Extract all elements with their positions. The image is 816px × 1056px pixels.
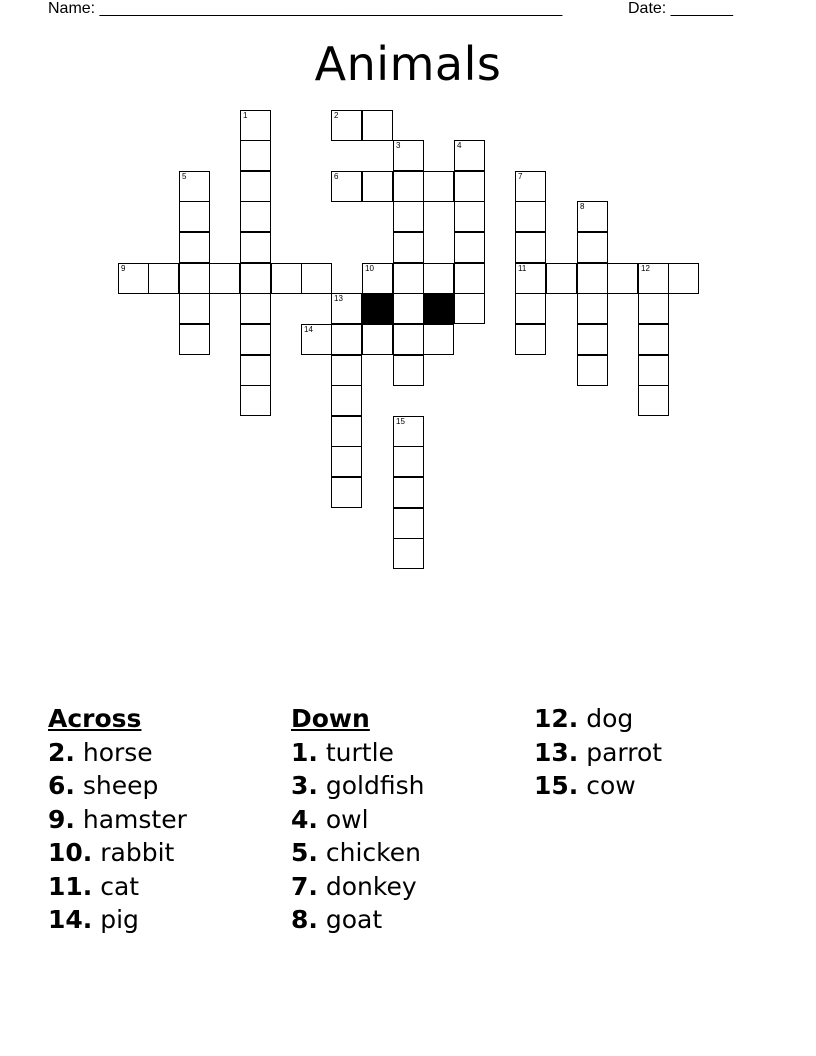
grid-cell[interactable] — [454, 263, 485, 294]
grid-cell[interactable] — [362, 110, 393, 141]
clue-item-text: hamster — [74, 804, 187, 834]
grid-cell[interactable] — [362, 171, 393, 202]
grid-cell[interactable] — [118, 263, 149, 294]
clue-item-number: 15. — [534, 771, 579, 800]
grid-cell[interactable] — [331, 385, 362, 416]
clue-item-number: 3. — [291, 771, 318, 800]
grid-cell[interactable] — [393, 416, 424, 447]
grid-cell[interactable] — [393, 477, 424, 508]
grid-cell[interactable] — [331, 324, 362, 355]
clue-item-text: parrot — [578, 737, 663, 767]
grid-cell[interactable] — [638, 263, 669, 294]
grid-cell[interactable] — [393, 171, 424, 202]
grid-cell[interactable] — [362, 263, 393, 294]
clue-number: 8 — [580, 202, 585, 211]
clue-number: 4 — [457, 141, 462, 150]
grid-cell[interactable] — [423, 171, 454, 202]
clue-item — [534, 736, 662, 770]
clue-item-number: 2. — [48, 737, 75, 767]
clue-number: 10 — [365, 264, 374, 273]
grid-cell[interactable] — [331, 355, 362, 386]
grid-cell[interactable] — [454, 293, 485, 324]
clue-item — [48, 803, 187, 837]
clue-number: 14 — [304, 325, 313, 334]
clue-number: 3 — [396, 141, 401, 150]
clue-number: 11 — [518, 264, 527, 273]
clue-item — [291, 736, 424, 770]
clue-item-text: donkey — [317, 871, 417, 901]
grid-cell[interactable] — [179, 232, 210, 263]
grid-cell[interactable] — [393, 538, 424, 569]
grid-cell[interactable] — [240, 355, 271, 386]
clue-item-number: 13. — [534, 737, 579, 767]
clue-item-number: 6. — [48, 771, 75, 800]
grid-cell[interactable] — [423, 263, 454, 294]
grid-cell[interactable] — [454, 232, 485, 263]
clue-item-number: 14. — [48, 905, 93, 934]
clue-item — [534, 769, 662, 803]
grid-cell[interactable] — [638, 385, 669, 416]
clue-item-number: 1. — [291, 737, 318, 767]
clue-number: 1 — [243, 111, 248, 120]
clue-item-text: chicken — [317, 838, 421, 867]
grid-cell[interactable] — [209, 263, 240, 294]
grid-cell[interactable] — [546, 263, 577, 294]
clue-number: 13 — [334, 294, 343, 303]
grid-cell[interactable] — [301, 263, 332, 294]
grid-cell[interactable] — [240, 140, 271, 171]
down-heading: Down — [291, 704, 370, 733]
grid-cell[interactable] — [240, 324, 271, 355]
blocked-cell — [362, 293, 393, 324]
grid-cell[interactable] — [423, 324, 454, 355]
clue-item-text: owl — [317, 804, 369, 834]
grid-cell[interactable] — [179, 171, 210, 202]
date-line: Date: _______ — [628, 0, 733, 17]
grid-cell[interactable] — [454, 140, 485, 171]
clue-item-text: goat — [317, 905, 383, 934]
grid-cell[interactable] — [577, 232, 608, 263]
clue-item-text: horse — [74, 737, 153, 767]
down-clues-continued — [534, 702, 662, 803]
clue-item — [291, 803, 424, 837]
grid-cell[interactable] — [331, 416, 362, 447]
grid-cell[interactable] — [393, 446, 424, 477]
grid-cell[interactable] — [577, 201, 608, 232]
grid-cell[interactable] — [577, 263, 608, 294]
grid-cell[interactable] — [454, 171, 485, 202]
page-title: Animals — [314, 37, 502, 91]
clue-item-text: goldfish — [317, 771, 425, 800]
clue-item-text: sheep — [74, 771, 159, 800]
grid-cell[interactable] — [240, 385, 271, 416]
clue-item-number: 10. — [48, 838, 93, 867]
grid-cell[interactable] — [271, 263, 302, 294]
clue-item — [48, 769, 187, 803]
grid-cell[interactable] — [668, 263, 699, 294]
grid-cell[interactable] — [454, 201, 485, 232]
grid-cell[interactable] — [240, 232, 271, 263]
clue-item-text: rabbit — [92, 838, 175, 867]
clue-item — [291, 769, 424, 803]
clue-item — [291, 903, 424, 937]
clue-item-text: pig — [92, 905, 139, 934]
grid-cell[interactable] — [638, 324, 669, 355]
grid-cell[interactable] — [240, 110, 271, 141]
grid-cell[interactable] — [179, 293, 210, 324]
clue-number: 6 — [334, 172, 339, 181]
down-clues — [291, 702, 424, 937]
grid-cell[interactable] — [331, 171, 362, 202]
clue-item-number: 12. — [534, 704, 579, 733]
grid-cell[interactable] — [179, 263, 210, 294]
across-heading: Across — [48, 704, 142, 733]
grid-cell[interactable] — [331, 477, 362, 508]
grid-cell[interactable] — [638, 293, 669, 324]
grid-cell[interactable] — [301, 324, 332, 355]
clue-item — [48, 836, 187, 870]
clue-item — [48, 736, 187, 770]
grid-cell[interactable] — [240, 171, 271, 202]
grid-cell[interactable] — [179, 201, 210, 232]
grid-cell[interactable] — [393, 293, 424, 324]
grid-cell[interactable] — [515, 201, 546, 232]
grid-cell[interactable] — [240, 201, 271, 232]
grid-cell[interactable] — [515, 293, 546, 324]
clue-number: 9 — [121, 264, 126, 273]
clue-item-text: cow — [578, 771, 636, 800]
grid-cell[interactable] — [393, 201, 424, 232]
grid-cell[interactable] — [577, 324, 608, 355]
across-clues — [48, 702, 187, 937]
clue-number: 5 — [182, 172, 187, 181]
clue-number: 12 — [641, 264, 650, 273]
grid-cell[interactable] — [577, 355, 608, 386]
clue-item-text: turtle — [317, 737, 394, 767]
clue-item-number: 9. — [48, 804, 75, 834]
grid-cell[interactable] — [393, 263, 424, 294]
clue-item-number: 8. — [291, 905, 318, 934]
blocked-cell — [423, 293, 454, 324]
clue-item — [291, 870, 424, 904]
clue-item-number: 11. — [48, 871, 93, 901]
grid-cell[interactable] — [393, 232, 424, 263]
grid-cell[interactable] — [515, 263, 546, 294]
clue-item-number: 7. — [291, 871, 318, 901]
grid-cell[interactable] — [179, 324, 210, 355]
clue-number: 7 — [518, 172, 523, 181]
clue-item — [534, 702, 662, 736]
clue-item-text: dog — [578, 704, 634, 733]
grid-cell[interactable] — [607, 263, 638, 294]
clue-item — [48, 903, 187, 937]
grid-cell[interactable] — [393, 140, 424, 171]
grid-cell[interactable] — [362, 324, 393, 355]
grid-cell[interactable] — [331, 293, 362, 324]
clue-item — [291, 836, 424, 870]
grid-cell[interactable] — [577, 293, 608, 324]
clue-number: 15 — [396, 417, 405, 426]
grid-cell[interactable] — [331, 446, 362, 477]
name-line: Name: ____________________________________________________ — [48, 0, 563, 17]
grid-cell[interactable] — [515, 232, 546, 263]
clue-number: 2 — [334, 111, 339, 120]
grid-cell[interactable] — [515, 324, 546, 355]
clue-item — [48, 870, 187, 904]
grid-cell[interactable] — [240, 263, 271, 294]
grid-cell[interactable] — [393, 508, 424, 539]
clue-item-number: 4. — [291, 804, 318, 834]
clue-item-number: 5. — [291, 838, 318, 867]
grid-cell[interactable] — [331, 110, 362, 141]
grid-cell[interactable] — [393, 355, 424, 386]
grid-cell[interactable] — [393, 324, 424, 355]
grid-cell[interactable] — [515, 171, 546, 202]
grid-cell[interactable] — [638, 355, 669, 386]
clue-item-text: cat — [92, 871, 140, 901]
grid-cell[interactable] — [148, 263, 179, 294]
grid-cell[interactable] — [240, 293, 271, 324]
